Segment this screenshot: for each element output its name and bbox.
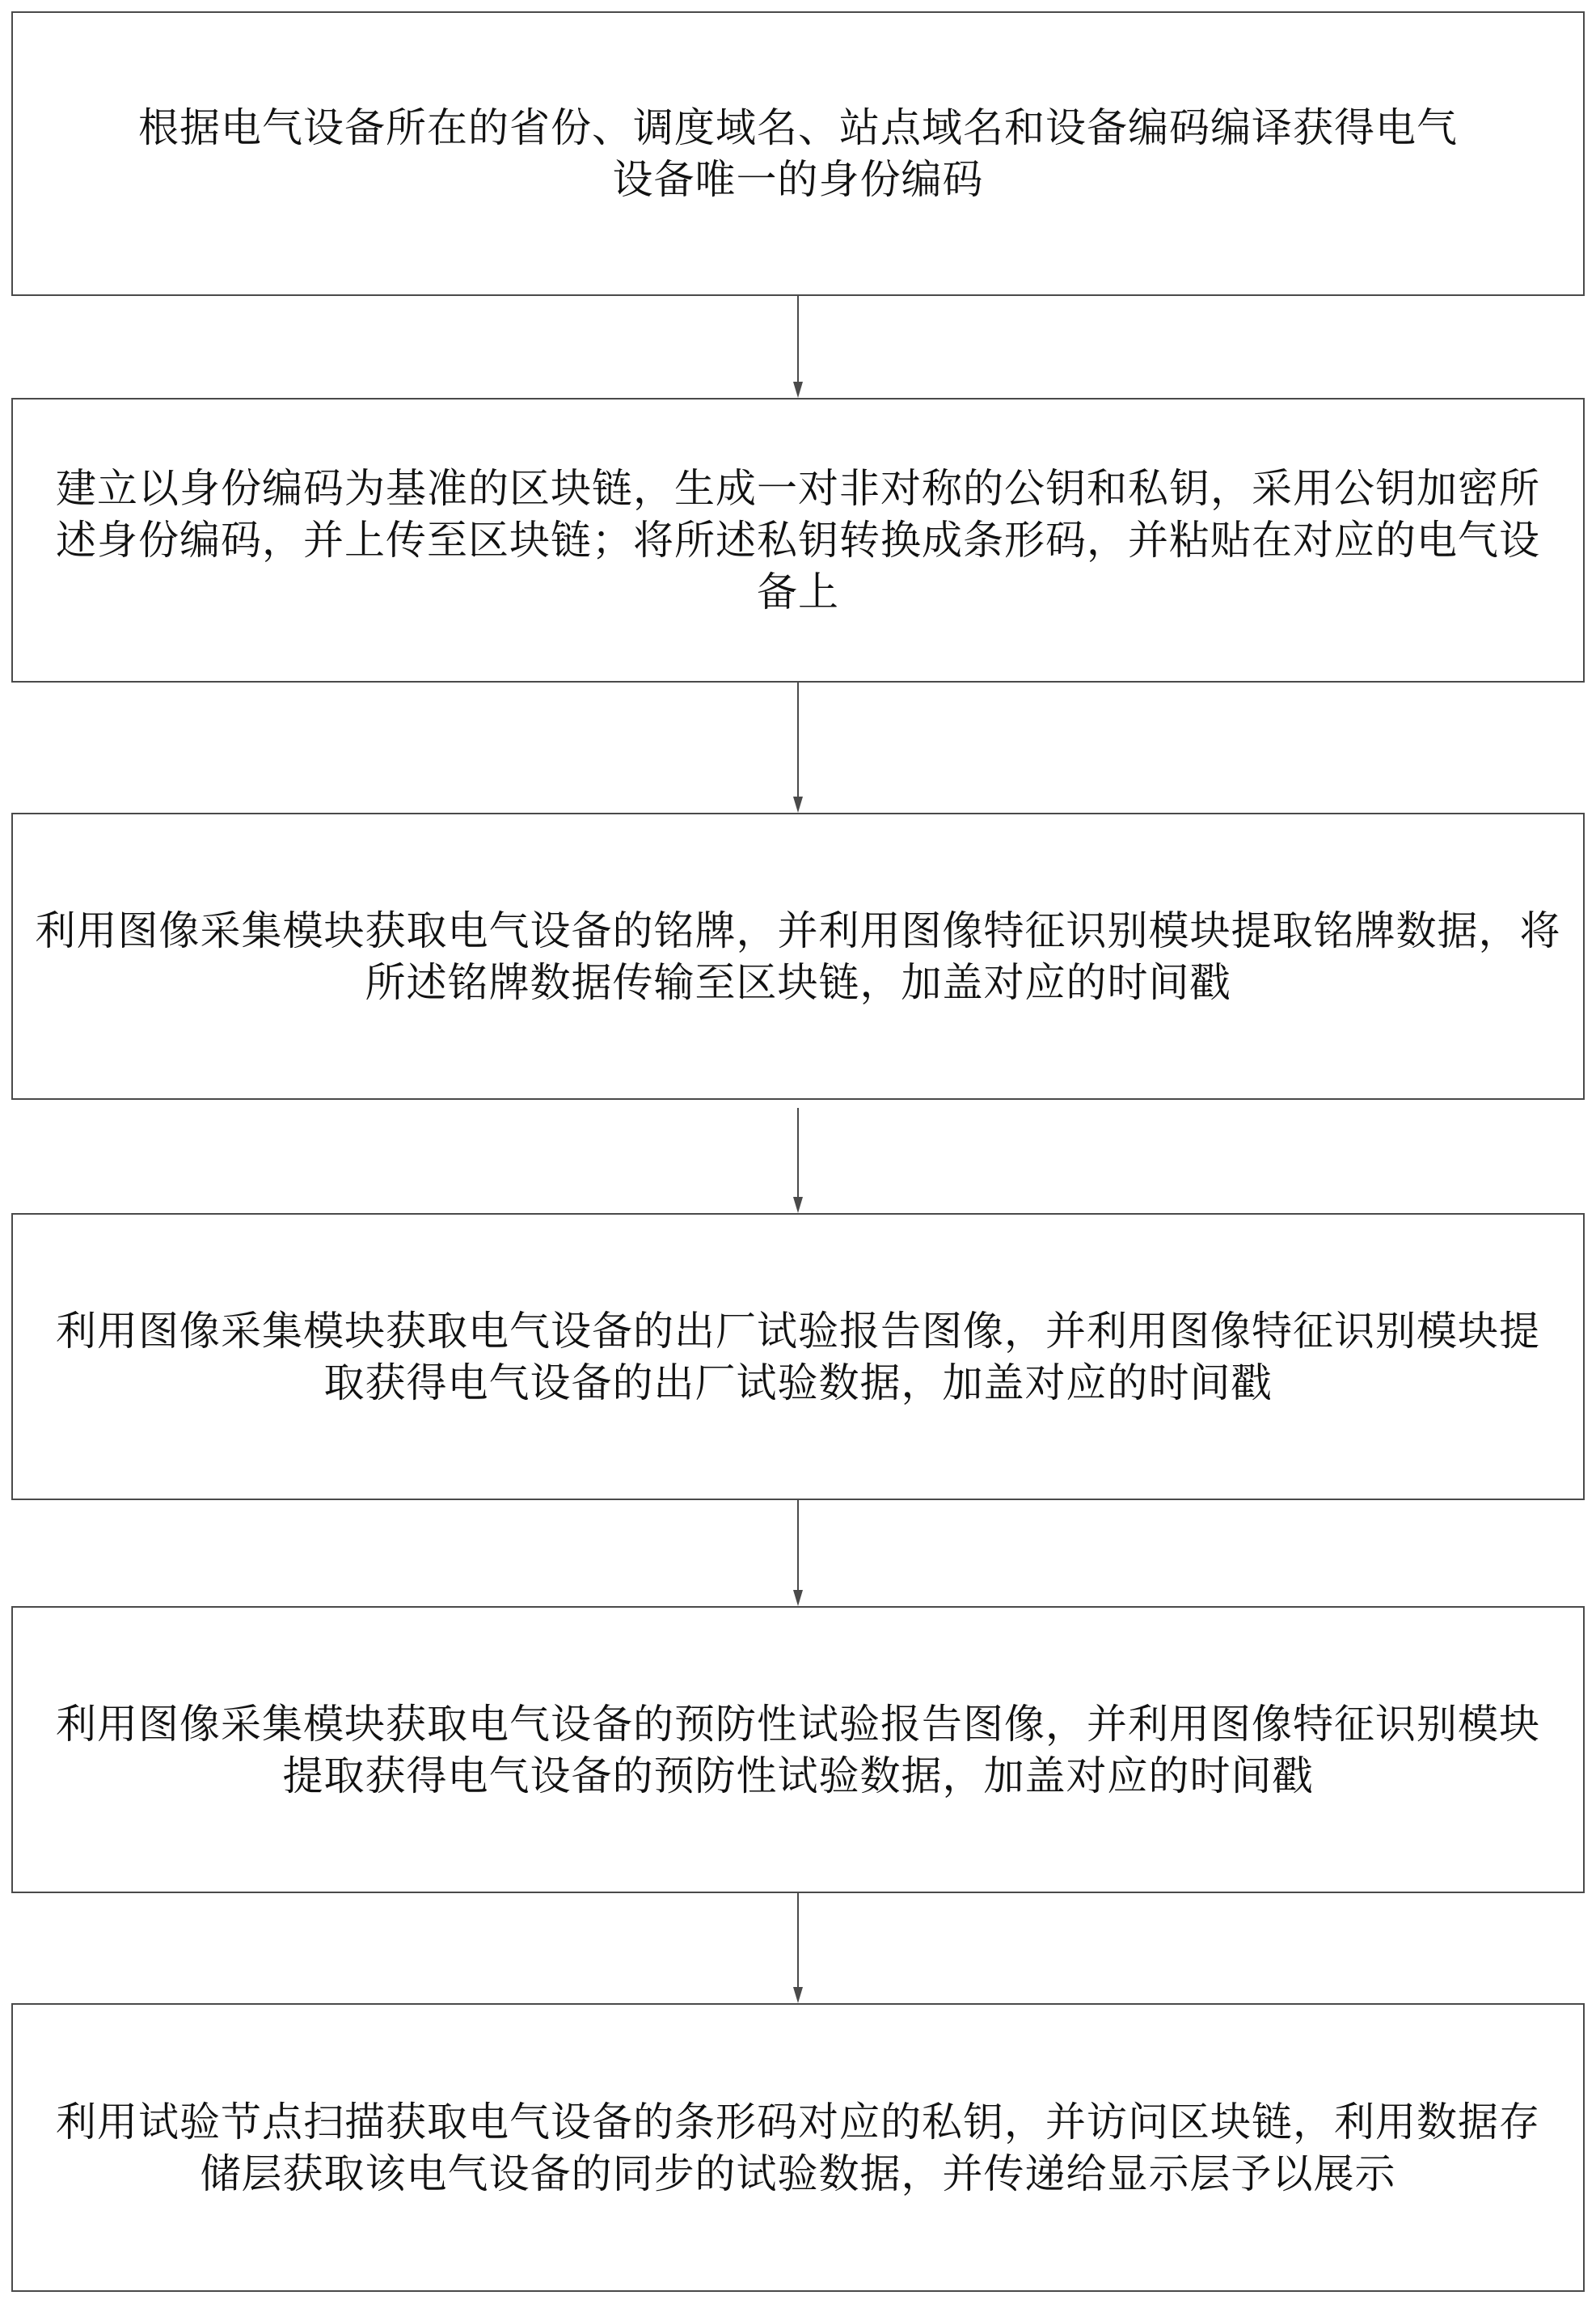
flow-step-3-text: 利用图像采集模块获取电气设备的铭牌，并利用图像特征识别模块提取铭牌数据，将所述铭牌数据传输至区块链，加盖对应的时间戳 [35,907,1561,1006]
flow-step-2-text: 建立以身份编码为基准的区块链，生成一对非对称的公钥和私钥，采用公钥加密所述身份编码，并上传至区块链；将所述私钥转换成条形码，并粘贴在对应的电气设备上 [56,465,1540,615]
flow-step-6-text: 利用试验节点扫描获取电气设备的条形码对应的私钥，并访问区块链，利用数据存储层获取该电气设备的同步的试验数据，并传递给显示层予以展示 [56,2098,1540,2197]
arrow-3-to-4 [793,1108,803,1213]
arrow-5-to-6 [793,1893,803,2003]
flow-step-4-text: 利用图像采集模块获取电气设备的出厂试验报告图像，并利用图像特征识别模块提取获得电气设备的出厂试验数据，加盖对应的时间戳 [56,1307,1540,1406]
arrow-1-to-2 [793,296,803,398]
arrow-4-to-5 [793,1500,803,1606]
arrow-2-to-3 [793,683,803,813]
flow-step-1-text: 根据电气设备所在的省份、调度域名、站点域名和设备编码编译获得电气设备唯一的身份编码 [138,104,1458,203]
flow-step-5-text: 利用图像采集模块获取电气设备的预防性试验报告图像，并利用图像特征识别模块提取获得电气设备的预防性试验数据，加盖对应的时间戳 [56,1700,1540,1799]
